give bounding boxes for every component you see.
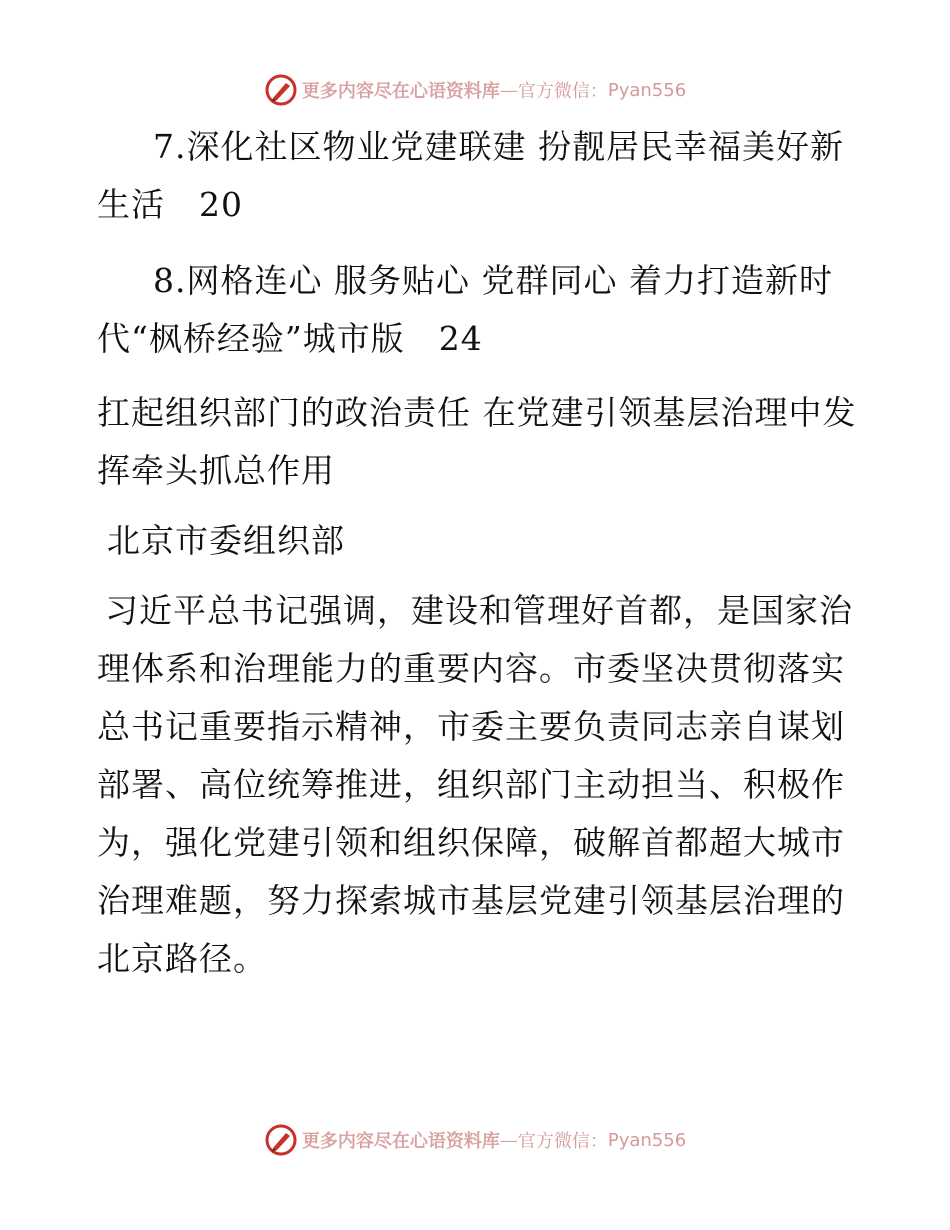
watermark-banner-bottom <box>0 1120 950 1160</box>
article-body: 习近平总书记强调，建设和管理好首都，是国家治理体系和治理能力的重要内容。市委坚决贯彻落实总书记重要指示精神，市委主要负责同志亲自谋划部署、高位统筹推进，组织部门主动担当、积极作为，强化党建引领和组织保障，破解首都超大城市治理难题，努力探索城市基层党建引领基层治理的北京路径。 <box>97 591 853 978</box>
watermark-wechat-id: Pyan556 <box>607 1129 687 1151</box>
watermark-separator: — <box>499 1129 518 1151</box>
watermark-banner-top <box>0 70 950 110</box>
article-title: 扛起组织部门的政治责任 在党建引领基层治理中发挥牵头抓总作用 <box>97 393 857 490</box>
watermark-wechat-label: 官方微信： <box>517 1131 608 1152</box>
toc-entry <box>97 118 857 234</box>
article-author: 北京市委组织部 <box>107 521 345 560</box>
pen-logo-icon <box>264 1123 298 1157</box>
toc-entry-title: 8.网格连心 服务贴心 党群同心 着力打造新时代“枫桥经验”城市版 <box>97 261 833 358</box>
toc-entry-title: 7.深化社区物业党建联建 扮靓居民幸福美好新生活 <box>97 127 844 224</box>
pen-logo-icon <box>264 73 298 107</box>
toc-entry-page: 20 <box>199 185 243 224</box>
watermark-separator: — <box>499 79 518 101</box>
toc-entry <box>97 252 857 368</box>
document-content <box>97 118 857 988</box>
watermark-wechat-id: Pyan556 <box>607 79 687 101</box>
toc-entry-page: 24 <box>438 319 483 358</box>
watermark-text: 更多内容尽在心语资料库 <box>301 81 500 102</box>
watermark-text: 更多内容尽在心语资料库 <box>301 1131 500 1152</box>
watermark-wechat-label: 官方微信： <box>517 81 608 102</box>
